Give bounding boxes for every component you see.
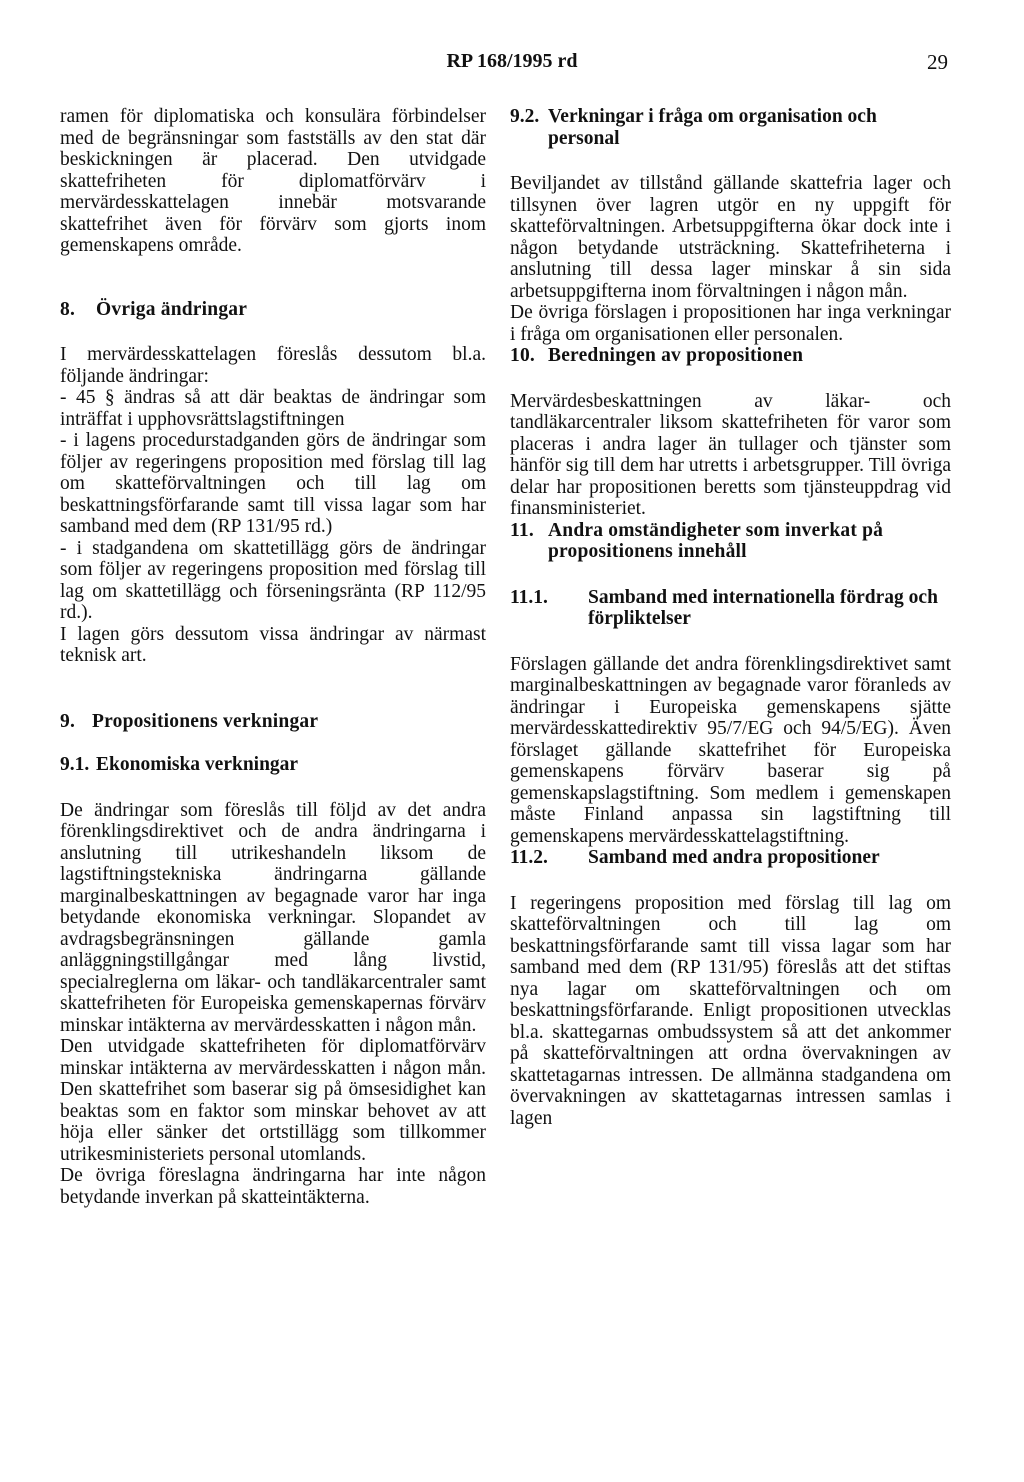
paragraph: De övriga föreslagna ändringarna har inte någon betydande inverkan på skatteintäkterna. <box>60 1165 486 1208</box>
left-column <box>60 106 486 1208</box>
paragraph: Den utvidgade skattefriheten för diplomatförvärv minskar intäkterna av mervärdesskatten i någon mån. Den skattefrihet som baserar sig på ömsesidighet kan beaktas som en faktor som minskar behovet av att höja eller sänker det ortstillägg som tillkommer utrikesministeriets personal utomlands. <box>60 1036 486 1165</box>
section-9-1-heading <box>60 754 486 776</box>
running-header <box>0 50 1024 78</box>
list-item: - i stadgandena om skattetillägg görs de ändringar som följer av regeringens proposition med förslag till lag om skattetillägg och förseningsränta (RP 112/95 rd.). <box>60 537 486 623</box>
paragraph: De övriga förslagen i propositionen har inga verkningar i fråga om organisationen eller personalen. <box>510 302 951 345</box>
paragraph: I regeringens proposition med förslag till lag om skatteförvaltningen och till lag om beskattningsförfarande samt till vissa lagar som har samband med dem (RP 131/95) föreslås att det stiftas nya lagar om skatteförvaltningen och om beskattningsförfarande. Enligt propositionen utvecklas bl.a. skattegarnas ombudssystem så att det ankommer på skatteförvaltningen att ordna övervakningen av skattetagarnas intressen. De allmänna stadgandena om övervakningen av skattetagarnas intressen samlas i lagen <box>510 892 951 1129</box>
paragraph: De ändringar som föreslås till följd av det andra förenklingsdirektivet och de andra ändringarna i anslutning till utrikeshandeln liksom de lagstiftningstekniska ändringarna gällande marginalbeskattningen av begagnade varor har inga betydande ekonomiska verkningar. Slopandet av avdragsbegränsningen gällande gamla anläggningstillgångar med lång livstid, specialreglerna om läkar- och tandläkarcentraler samt skattefriheten för Europeiska gemenskapernas förvärv minskar intäkterna av mervärdesskatten i någon mån. <box>60 799 486 1036</box>
paragraph-intro: ramen för diplomatiska och konsulära förbindelser med de begränsningar som fastställs av den stat där beskickningen är placerad. Den utvidgade skattefriheten för diplomatförvärv i mervärdesskattelagen innebär motsvarande skattefrihet även för förvärv som gjorts inom gemenskapens område. <box>60 106 486 256</box>
paragraph: I mervärdesskattelagen föreslås dessutom bl.a. följande ändringar: <box>60 344 486 387</box>
section-title: Samband med andra propositioner <box>588 847 880 868</box>
section-11-1-heading <box>510 587 951 630</box>
section-title: Beredningen av propositionen <box>548 345 804 366</box>
section-title: Samband med internationella fördrag och förpliktelser <box>588 586 938 629</box>
paragraph: Mervärdesbeskattningen av läkar- och tandläkarcentraler liksom skattefriheten för varor som placeras i andra lager än tullager och tjänster som hänför sig till dem har utretts i arbetsgrupper. Till övriga delar har propositionen beretts som tjänsteuppdrag vid finansministeriet. <box>510 390 951 519</box>
document-id: RP 168/1995 rd <box>446 50 578 72</box>
section-number: 11.2. <box>510 847 548 868</box>
section-11-2-heading <box>510 847 951 869</box>
section-9-2-heading <box>510 106 951 149</box>
list-item: - 45 § ändras så att där beaktas de ändringar som inträffat i upphovsrättslagstiftningen <box>60 387 486 430</box>
section-11-heading <box>510 520 951 563</box>
section-number: 9.2. <box>510 106 540 127</box>
section-number: 8. <box>60 298 76 320</box>
section-title: Propositionens verkningar <box>92 710 319 732</box>
section-number: 9.1. <box>60 754 90 775</box>
section-number: 9. <box>60 710 76 732</box>
section-title: Andra omständigheter som inverkat på propositionens innehåll <box>548 519 884 562</box>
section-number: 11. <box>510 519 534 541</box>
paragraph: Förslagen gällande det andra förenklingsdirektivet samt marginalbeskattningen av begagnade varor föranleds av ändringar i Europeiska gemenskapens sjätte mervärdesskattedirektiv 95/7/EG och 94/5/EG). Även förslaget gällande skattefrihet för Europeiska gemenskapens förvärv baserar sig på gemenskapslagstiftning. Som medlem i gemenskapen måste Finland anpassa sin lagstiftning till gemenskapens mervärdesskattelagstiftning. <box>510 653 951 847</box>
section-title: Övriga ändringar <box>96 298 248 320</box>
section-title: Verkningar i fråga om organisation och personal <box>548 106 877 149</box>
page-number: 29 <box>927 50 948 74</box>
section-number: 10. <box>510 345 535 366</box>
section-8-heading <box>60 299 486 321</box>
section-9-heading <box>60 711 486 733</box>
paragraph: I lagen görs dessutom vissa ändringar av närmast teknisk art. <box>60 623 486 666</box>
section-10-heading <box>510 345 951 367</box>
section-title: Ekonomiska verkningar <box>96 754 299 775</box>
list-item: - i lagens procedurstadganden görs de ändringar som följer av regeringens proposition med förslag till lag om skatteförvaltningen och till lag om beskattningsförfarande samt till vissa lagar som har samband med dem (RP 131/95 rd.) <box>60 430 486 537</box>
section-number: 11.1. <box>510 586 548 608</box>
paragraph: Beviljandet av tillstånd gällande skattefria lager och tillsynen över lagren utgör en ny uppgift för skatteförvaltningen. Arbetsuppgifterna ökar dock inte i någon betydande utsträckning. Skattefriheterna i anslutning till dessa lager minskar å sin sida arbetsuppgifterna inom förvaltningen i någon mån. <box>510 173 951 302</box>
right-column <box>510 106 951 1129</box>
